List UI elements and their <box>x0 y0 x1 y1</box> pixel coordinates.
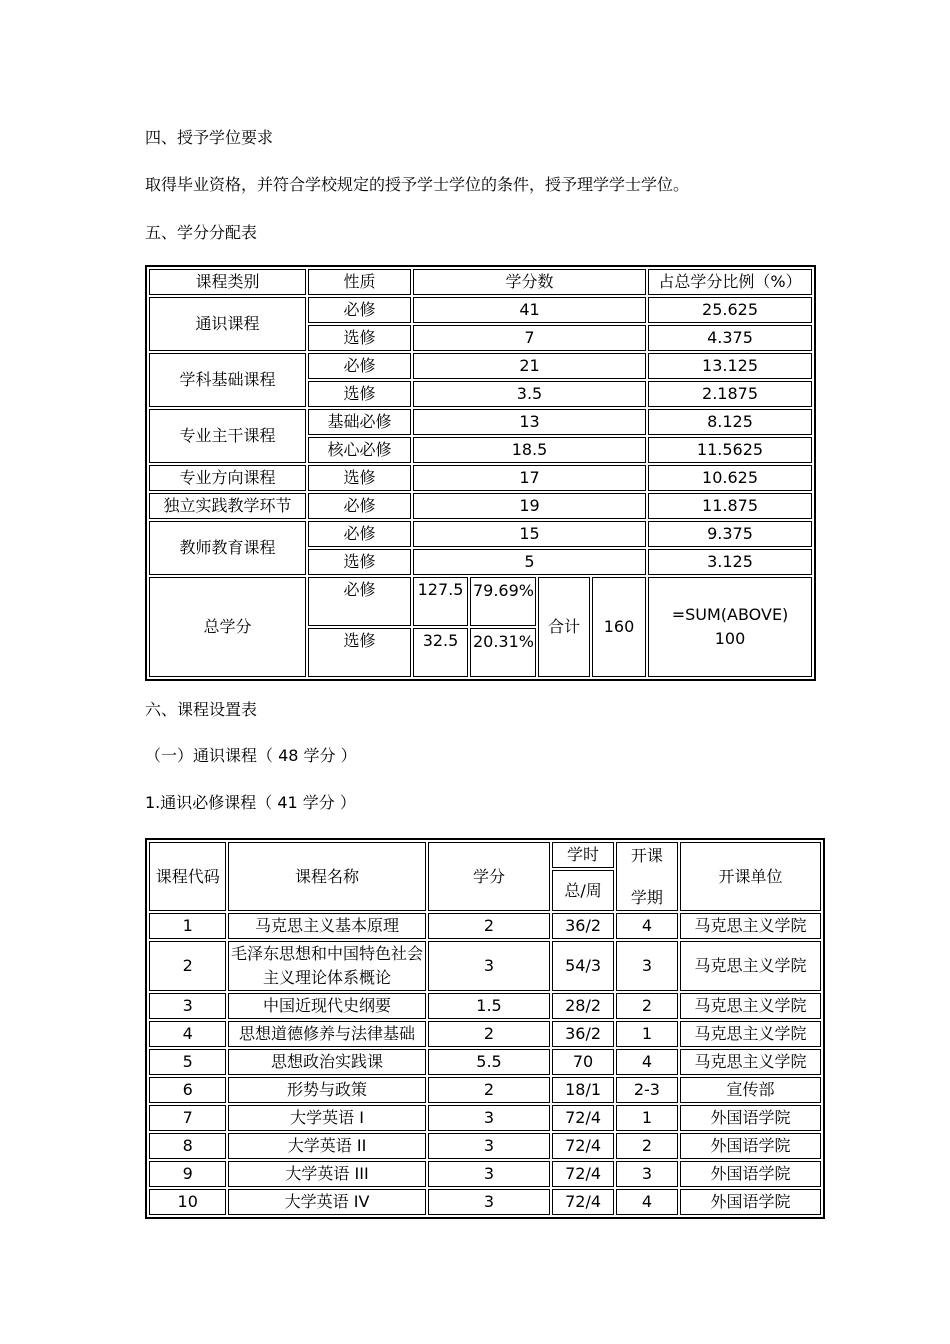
credit-value: 21 <box>413 353 646 379</box>
course-department: 马克思主义学院 <box>680 993 821 1019</box>
course-code: 4 <box>149 1021 226 1047</box>
course-semester: 2 <box>616 993 678 1019</box>
course-department: 马克思主义学院 <box>680 913 821 939</box>
credit-row <box>149 493 812 519</box>
header-semester <box>616 842 678 911</box>
course-credits: 3 <box>428 1133 551 1159</box>
credit-value: 19 <box>413 493 646 519</box>
course-hours: 72/4 <box>552 1189 613 1215</box>
credit-ratio: 11.875 <box>648 493 812 519</box>
credit-nature: 必修 <box>308 353 411 379</box>
credit-ratio: 9.375 <box>648 521 812 547</box>
credit-row <box>149 465 812 491</box>
course-semester: 1 <box>616 1021 678 1047</box>
credit-formula-cell <box>648 577 812 677</box>
credit-total-elective-credits: 32.5 <box>413 628 468 677</box>
credit-category: 学科基础课程 <box>149 353 306 407</box>
course-hours: 36/2 <box>552 913 613 939</box>
course-hours: 72/4 <box>552 1133 613 1159</box>
credit-value: 5 <box>413 549 646 575</box>
course-credits: 3 <box>428 1105 551 1131</box>
course-row <box>149 1189 821 1215</box>
credit-nature: 选修 <box>308 549 411 575</box>
credit-value: 18.5 <box>413 437 646 463</box>
course-credits: 1.5 <box>428 993 551 1019</box>
credit-total-elective-pct: 20.31% <box>470 628 536 677</box>
course-name: 大学英语 IV <box>228 1189 425 1215</box>
credit-total-elective-label: 选修 <box>308 628 411 677</box>
credit-value: 41 <box>413 297 646 323</box>
course-row <box>149 1161 821 1187</box>
course-semester: 4 <box>616 1189 678 1215</box>
credit-category: 专业方向课程 <box>149 465 306 491</box>
course-name: 思想政治实践课 <box>228 1049 425 1075</box>
header-department: 开课单位 <box>680 842 821 911</box>
header-semester-bottom: 学期 <box>630 888 663 907</box>
header-hours-bottom: 总/周 <box>552 870 613 911</box>
course-name: 大学英语 II <box>228 1133 425 1159</box>
credit-category: 通识课程 <box>149 297 306 351</box>
course-hours: 72/4 <box>552 1161 613 1187</box>
course-code: 10 <box>149 1189 226 1215</box>
credit-total-required-credits: 127.5 <box>413 577 468 626</box>
course-credits: 2 <box>428 913 551 939</box>
credit-header-row <box>149 269 812 295</box>
course-code: 2 <box>149 941 226 991</box>
header-semester-top: 开课 <box>630 846 663 865</box>
course-code: 5 <box>149 1049 226 1075</box>
section-6-title: 六、课程设置表 <box>145 700 258 719</box>
credit-ratio: 2.1875 <box>648 381 812 407</box>
course-hours: 36/2 <box>552 1021 613 1047</box>
course-credits: 5.5 <box>428 1049 551 1075</box>
section-5-title: 五、学分分配表 <box>145 223 258 242</box>
credit-header-category: 课程类别 <box>149 269 306 295</box>
credit-sum-value: 160 <box>592 577 646 677</box>
credit-distribution-table <box>145 265 816 681</box>
course-row <box>149 913 821 939</box>
credit-total-row-required <box>149 577 812 626</box>
credit-nature: 基础必修 <box>308 409 411 435</box>
header-course-code: 课程代码 <box>149 842 226 911</box>
course-code: 3 <box>149 993 226 1019</box>
course-code: 8 <box>149 1133 226 1159</box>
credit-category: 独立实践教学环节 <box>149 493 306 519</box>
course-hours: 70 <box>552 1049 613 1075</box>
header-course-name: 课程名称 <box>228 842 425 911</box>
credit-ratio: 3.125 <box>648 549 812 575</box>
credit-ratio: 10.625 <box>648 465 812 491</box>
course-code: 7 <box>149 1105 226 1131</box>
course-row <box>149 1049 821 1075</box>
credit-row <box>149 409 812 435</box>
course-semester: 4 <box>616 1049 678 1075</box>
header-hours-top: 学时 <box>552 842 613 868</box>
credit-nature: 必修 <box>308 521 411 547</box>
course-name: 毛泽东思想和中国特色社会主义理论体系概论 <box>228 941 425 991</box>
course-department: 马克思主义学院 <box>680 1049 821 1075</box>
credit-total-required-label: 必修 <box>308 577 411 626</box>
course-name: 思想道德修养与法律基础 <box>228 1021 425 1047</box>
credit-formula-value: 100 <box>714 629 746 648</box>
course-hours: 18/1 <box>552 1077 613 1103</box>
section-4-title: 四、授予学位要求 <box>145 128 274 147</box>
course-name: 大学英语 I <box>228 1105 425 1131</box>
course-hours: 54/3 <box>552 941 613 991</box>
course-credits: 2 <box>428 1077 551 1103</box>
course-row <box>149 1021 821 1047</box>
course-row <box>149 1133 821 1159</box>
credit-nature: 选修 <box>308 381 411 407</box>
credit-row <box>149 353 812 379</box>
course-semester: 1 <box>616 1105 678 1131</box>
credit-ratio: 4.375 <box>648 325 812 351</box>
credit-nature: 必修 <box>308 297 411 323</box>
course-department: 外国语学院 <box>680 1189 821 1215</box>
credit-nature: 核心必修 <box>308 437 411 463</box>
credit-total-required-pct: 79.69% <box>470 577 536 626</box>
course-semester: 2-3 <box>616 1077 678 1103</box>
course-credits: 3 <box>428 941 551 991</box>
course-row <box>149 941 821 991</box>
credit-total-label: 总学分 <box>149 577 306 677</box>
course-row <box>149 993 821 1019</box>
course-row <box>149 1077 821 1103</box>
credit-ratio: 25.625 <box>648 297 812 323</box>
course-department: 宣传部 <box>680 1077 821 1103</box>
course-code: 9 <box>149 1161 226 1187</box>
credit-value: 17 <box>413 465 646 491</box>
course-name: 大学英语 III <box>228 1161 425 1187</box>
credit-value: 13 <box>413 409 646 435</box>
credit-nature: 必修 <box>308 493 411 519</box>
credit-nature: 选修 <box>308 325 411 351</box>
credit-category: 专业主干课程 <box>149 409 306 463</box>
credit-header-nature: 性质 <box>308 269 411 295</box>
credit-row <box>149 521 812 547</box>
course-credits: 3 <box>428 1189 551 1215</box>
credit-header-credits: 学分数 <box>413 269 646 295</box>
header-credits: 学分 <box>428 842 551 911</box>
course-department: 外国语学院 <box>680 1133 821 1159</box>
course-name: 中国近现代史纲要 <box>228 993 425 1019</box>
section-4-text: 取得毕业资格，并符合学校规定的授予学士学位的条件，授予理学学士学位。 <box>145 175 690 194</box>
course-name: 马克思主义基本原理 <box>228 913 425 939</box>
course-semester: 4 <box>616 913 678 939</box>
credit-value: 7 <box>413 325 646 351</box>
credit-ratio: 13.125 <box>648 353 812 379</box>
general-courses-heading: （一）通识课程（ 48 学分 ） <box>145 746 357 765</box>
credit-ratio: 8.125 <box>648 409 812 435</box>
credit-nature: 选修 <box>308 465 411 491</box>
course-credits: 2 <box>428 1021 551 1047</box>
course-semester: 3 <box>616 941 678 991</box>
general-required-heading: 1.通识必修课程（ 41 学分 ） <box>145 793 356 812</box>
course-department: 马克思主义学院 <box>680 1021 821 1047</box>
course-setting-table <box>145 838 825 1219</box>
course-department: 马克思主义学院 <box>680 941 821 991</box>
course-hours: 28/2 <box>552 993 613 1019</box>
course-department: 外国语学院 <box>680 1105 821 1131</box>
credit-value: 3.5 <box>413 381 646 407</box>
credit-category: 教师教育课程 <box>149 521 306 575</box>
course-code: 6 <box>149 1077 226 1103</box>
credit-formula: =SUM(ABOVE) <box>671 605 789 624</box>
course-semester: 3 <box>616 1161 678 1187</box>
course-credits: 3 <box>428 1161 551 1187</box>
credit-sum-label: 合计 <box>538 577 590 677</box>
credit-value: 15 <box>413 521 646 547</box>
credit-row <box>149 297 812 323</box>
course-name: 形势与政策 <box>228 1077 425 1103</box>
course-semester: 2 <box>616 1133 678 1159</box>
course-row <box>149 1105 821 1131</box>
course-department: 外国语学院 <box>680 1161 821 1187</box>
credit-ratio: 11.5625 <box>648 437 812 463</box>
course-code: 1 <box>149 913 226 939</box>
credit-header-ratio: 占总学分比例（%） <box>648 269 812 295</box>
course-hours: 72/4 <box>552 1105 613 1131</box>
